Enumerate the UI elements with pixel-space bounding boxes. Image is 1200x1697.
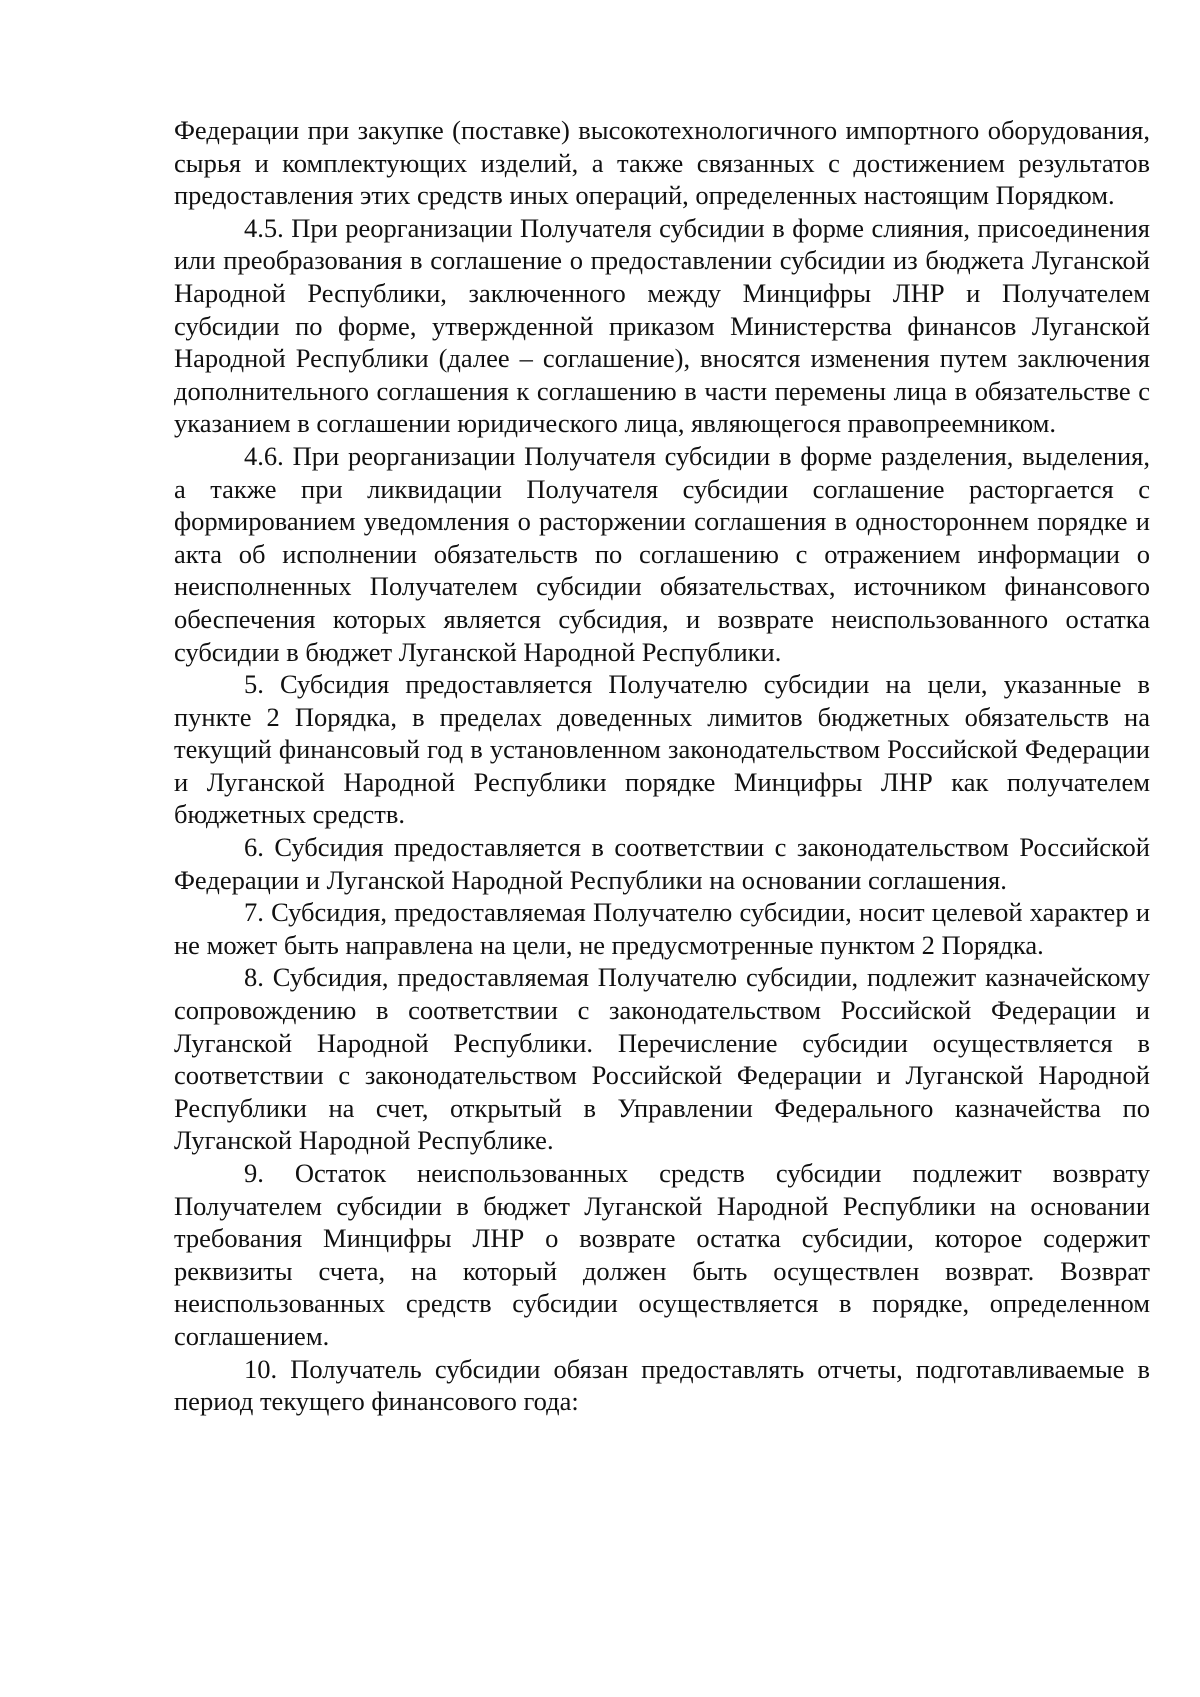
paragraph-continuation: Федерации при закупке (поставке) высокотехнологичного импортного оборудования, сырья и комплектующих изделий, а также связанных с достижением результатов предоставления этих средств иных операций, определенных настоящим Порядком. <box>174 115 1150 211</box>
paragraph-6: 6. Субсидия предоставляется в соответствии с законодательством Российской Федерации и Луганской Народной Республики на основании соглашения. <box>174 832 1150 895</box>
paragraph-9: 9. Остаток неиспользованных средств субсидии подлежит возврату Получателем субсидии в бюджет Луганской Народной Республики на основании требования Минцифры ЛНР о возврате остатка субсидии, которое содержит реквизиты счета, на который должен быть осуществлен возврат. Возврат неиспользованных средств субсидии осуществляется в порядке, определенном соглашением. <box>174 1158 1150 1351</box>
document-page <box>174 114 1150 1418</box>
paragraph-8: 8. Субсидия, предоставляемая Получателю субсидии, подлежит казначейскому сопровождению в соответствии с законодательством Российской Федерации и Луганской Народной Республики. Перечисление субсидии осуществляется в соответствии с законодательством Российской Федерации и Луганской Народной Республики на счет, открытый в Управлении Федерального казначейства по Луганской Народной Республике. <box>174 962 1150 1156</box>
paragraph-5: 5. Субсидия предоставляется Получателю субсидии на цели, указанные в пункте 2 Порядка, в пределах доведенных лимитов бюджетных обязательств на текущий финансовый год в установленном законодательством Российской Федерации и Луганской Народной Республики порядке Минцифры ЛНР как получателем бюджетных средств. <box>174 669 1150 830</box>
paragraph-7: 7. Субсидия, предоставляемая Получателю субсидии, носит целевой характер и не может быть направлена на цели, не предусмотренные пунктом 2 Порядка. <box>174 897 1150 960</box>
paragraph-4-5: 4.5. При реорганизации Получателя субсидии в форме слияния, присоединения или преобразования в соглашение о предоставлении субсидии из бюджета Луганской Народной Республики, заключенного между Минцифры ЛНР и Получателем субсидии по форме, утвержденной приказом Министерства финансов Луганской Народной Республики (далее – соглашение), вносятся изменения путем заключения дополнительного соглашения к соглашению в части перемены лица в обязательстве с указанием в соглашении юридического лица, являющегося правопреемником. <box>174 212 1150 439</box>
paragraph-4-6: 4.6. При реорганизации Получателя субсидии в форме разделения, выделения, а также при ликвидации Получателя субсидии соглашение расторгается с формированием уведомления о расторжении соглашения в одностороннем порядке и акта об исполнении обязательств по соглашению с отражением информации о неисполненных Получателем субсидии обязательствах, источником финансового обеспечения которых является субсидия, и возврате неиспользованного остатка субсидии в бюджет Луганской Народной Республики. <box>174 440 1150 667</box>
paragraph-10: 10. Получатель субсидии обязан предоставлять отчеты, подготавливаемые в период текущего финансового года: <box>174 1353 1150 1417</box>
